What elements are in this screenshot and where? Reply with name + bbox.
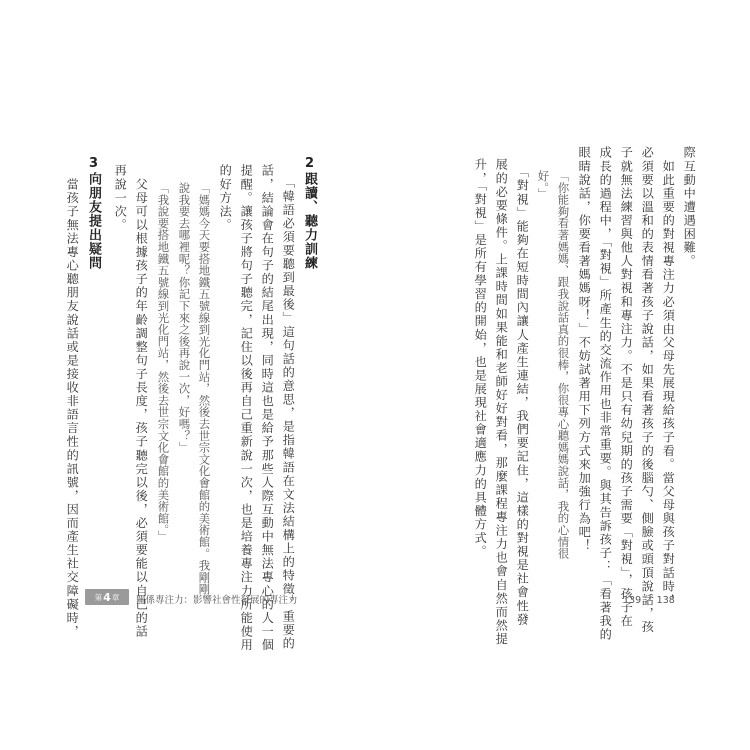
right-col-3: 必須要以溫和的表情看著孩子說話，如果看著孩子的後腦勺、側臉或頭頂說話，孩: [640, 146, 655, 634]
left-col-2: 話，結論會在句子的結尾出現，同時這也是給予那些人際互動中無法專心的人一個: [260, 164, 275, 652]
right-col-7: 「對視」能夠在短時間內讓人產生連結，我們要記住，這樣的對視是社會性發: [515, 158, 530, 627]
left-col-4: 的好方法。: [218, 164, 233, 232]
right-col-2: 如此重要的對視專注力必須由父母先展現給孩子看。當父母與孩子對話時，: [661, 146, 676, 607]
left-col-1: 「韓語必須要聽到最後」這句話的意思，是指韓語在文法結構上的特徵。重要的: [281, 176, 296, 651]
right-quote-1: 「你能夠看著媽媽、跟我說話真的很棒，你很專心聽媽媽說話，我的心情很: [556, 170, 571, 560]
left-col-6: 再說一次。: [113, 164, 128, 232]
right-col-6: 眼睛說話，你要看著媽媽呀！」不妨試著用下列方式來加強行為吧！: [577, 146, 592, 553]
left-quote-3: 「我說要搭地鐵五號線到光化門站，然後去世宗文化會館的美術館。」: [156, 182, 171, 543]
right-col-1: 際互動中遭遇困難。: [682, 146, 697, 268]
section-heading-listening: 2跟讀、聽力訓練: [302, 156, 317, 270]
left-quote-1: 「媽媽今天要搭地鐵五號線到光化門站，然後去世宗文化會館的美術館。我剛剛: [197, 182, 212, 595]
page-numbers: 139 ／ 138: [623, 595, 675, 606]
chapter-badge: [85, 589, 129, 605]
right-col-4: 子就無法練習與他人對視和專注力。不是只有幼兒期的孩子需要「對視」，孩子在: [619, 146, 634, 628]
right-col-5: 成長的過程中，「對視」所產生的交流作用也非常重要。與其告訴孩子：「看著我的: [598, 146, 613, 642]
section-heading-ask-friends: 3向朋友提出疑問: [86, 156, 101, 270]
left-quote-2: 說我要去哪裡呢？你記下來之後再說一次，好嗎？」: [177, 182, 192, 454]
right-quote-2: 好。」: [536, 170, 551, 200]
left-col-3: 提醒。讓孩子將句子聽完，記住以後再自己重新說一次，也是培養專注力所能使用: [239, 164, 254, 652]
chapter-title: 關係專注力：影響社會性發展的專注力: [136, 595, 298, 606]
chapter-suffix: 章: [111, 592, 120, 602]
left-col-5: 父母可以根據孩子的年齡調整句子長度，孩子聽完以後，必須要能以自己的話: [134, 164, 149, 639]
right-col-9: 升，「對視」是所有學習的開始，也是展現社會適應力的具體方式。: [473, 158, 488, 559]
chapter-number: 4: [103, 590, 111, 604]
chapter-prefix: 第: [94, 592, 103, 602]
right-col-8: 展的必要條件。上課時間如果能和老師好好對看，那麼課程專注力也會自然而然提: [494, 158, 509, 646]
left-col-7: 當孩子無法專心聽朋友說話或是接收非語言性的訊號，因而產生社交障礙時，: [65, 164, 80, 639]
